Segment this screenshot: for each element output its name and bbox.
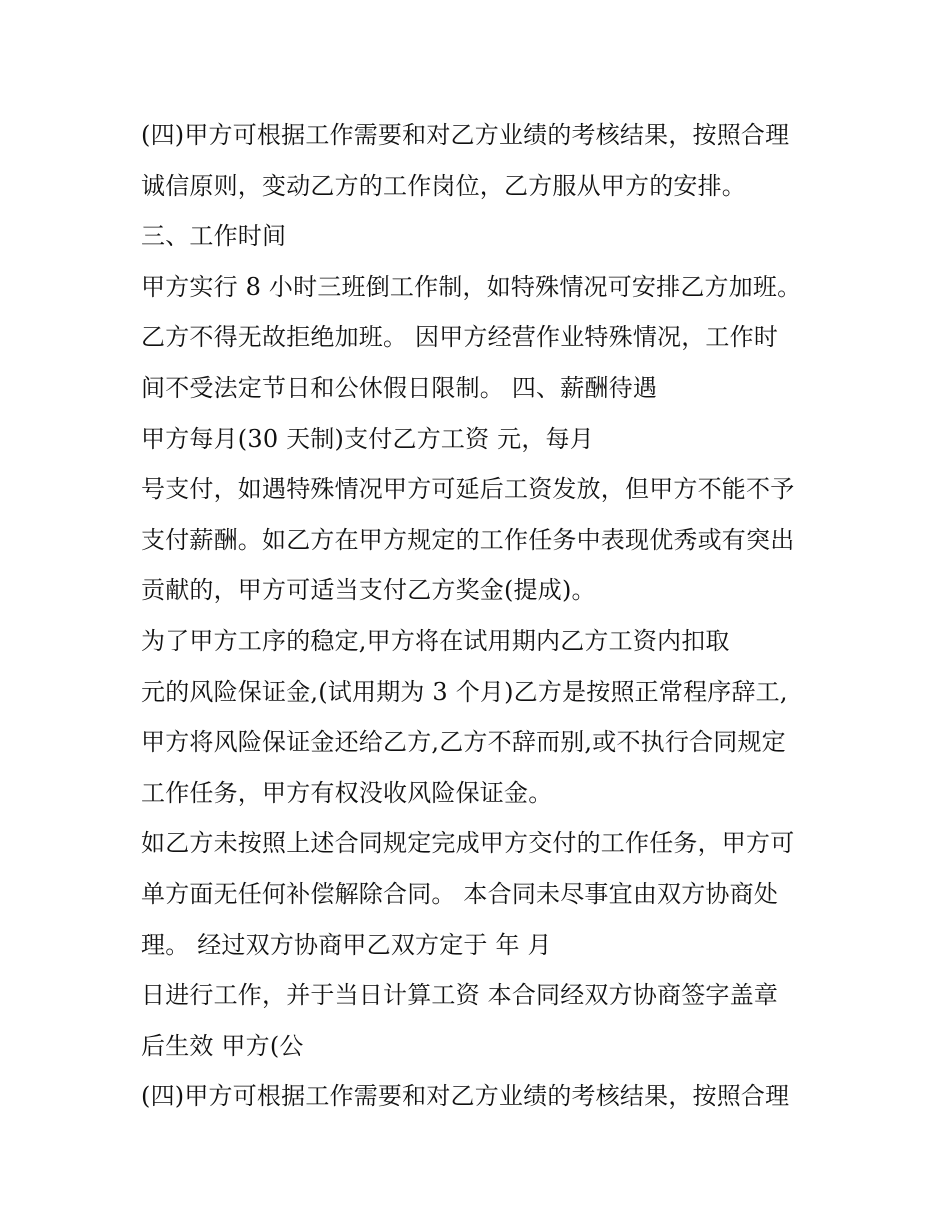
text-line: 支付薪酬。如乙方在甲方规定的工作任务中表现优秀或有突出 <box>141 525 795 554</box>
text-line: (四)甲方可根据工作需要和对乙方业绩的考核结果，按照合理 <box>141 121 790 149</box>
section-heading: 三、工作时间 <box>141 222 287 251</box>
text-line: 元的风险保证金,(试用期为 3 个月)乙方是按照正常程序辞工, <box>141 677 788 706</box>
text-line: 后生效 甲方(公 <box>141 1031 304 1060</box>
text-line: 贡献的，甲方可适当支付乙方奖金(提成)。 <box>141 576 596 605</box>
text-line: 单方面无任何补偿解除合同。 本合同未尽事宜由双方协商处 <box>141 879 779 908</box>
text-line: 如乙方未按照上述合同规定完成甲方交付的工作任务，甲方可 <box>141 829 795 858</box>
contract-text-body <box>141 110 841 1122</box>
text-line: 号支付，如遇特殊情况甲方可延后工资发放，但甲方不能不予 <box>141 475 795 504</box>
text-line: 甲方将风险保证金还给乙方,乙方不辞而别,或不执行合同规定 <box>141 728 786 757</box>
text-line: 甲方实行 8 小时三班倒工作制，如特殊情况可安排乙方加班。 <box>141 272 802 301</box>
text-line: 乙方不得无故拒绝加班。 因甲方经营作业特殊情况，工作时 <box>141 323 779 352</box>
text-line: 工作任务，甲方有权没收风险保证金。 <box>141 778 553 807</box>
text-line: 甲方每月(30 天制)支付乙方工资 元，每月 <box>141 424 594 453</box>
text-line: (四)甲方可根据工作需要和对乙方业绩的考核结果，按照合理 <box>141 1082 790 1111</box>
text-line: 理。 经过双方协商甲乙双方定于 年 月 <box>141 930 552 959</box>
text-line: 日进行工作，并于当日计算工资 本合同经双方协商签字盖章 <box>141 981 779 1010</box>
text-line: 间不受法定节日和公休假日限制。 四、薪酬待遇 <box>141 373 658 402</box>
text-line: 诚信原则，变动乙方的工作岗位，乙方服从甲方的安排。 <box>141 171 746 200</box>
text-line: 为了甲方工序的稳定,甲方将在试用期内乙方工资内扣取 <box>141 626 730 655</box>
